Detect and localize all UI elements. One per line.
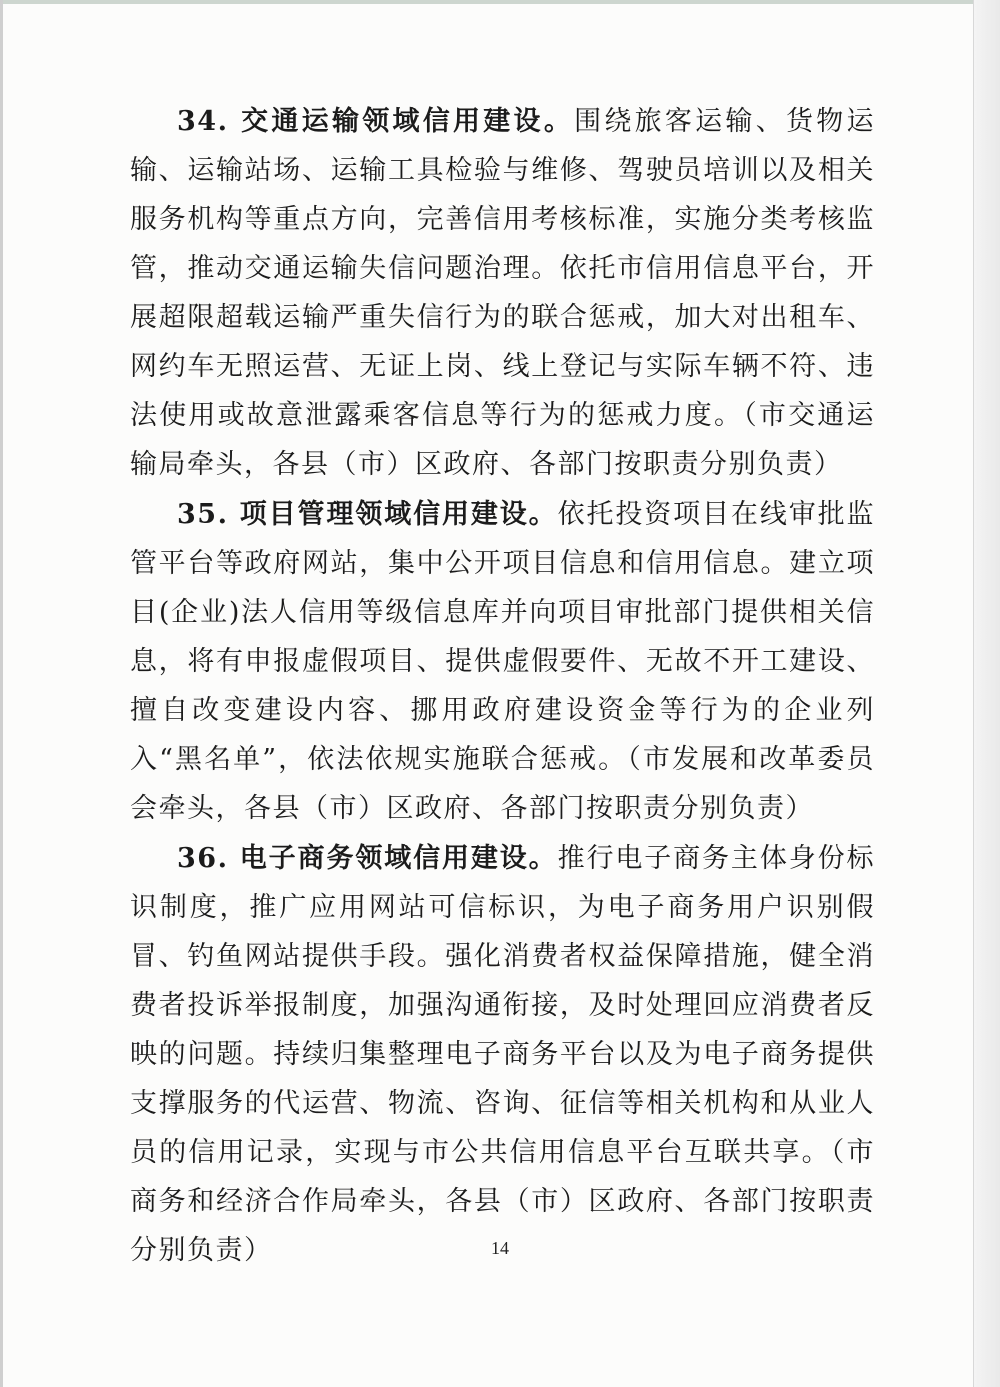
scan-top-edge	[0, 0, 974, 4]
scan-right-edge	[973, 0, 1000, 1387]
item-34-body: 围绕旅客运输、货物运输、运输站场、运输工具检验与维修、驾驶员培训以及相关服务机构等重点方向，完善信用考核标准，实施分类考核监管，推动交通运输失信问题治理。依托市信用信息平台，开展超限超载运输严重失信行为的联合惩戒，加大对出租车、网约车无照运营、无证上岗、线上登记与实际车辆不符、违法使用或故意泄露乘客信息等行为的惩戒力度。（市交通运输局牵头，各县（市）区政府、各部门按职责分别负责）	[130, 106, 876, 480]
item-36-body: 推行电子商务主体身份标识制度，推广应用网站可信标识，为电子商务用户识别假冒、钓鱼网站提供手段。强化消费者权益保障措施，健全消费者投诉举报制度，加强沟通衔接，及时处理回应消费者反映的问题。持续归集整理电子商务平台以及为电子商务提供支撑服务的代运营、物流、咨询、征信等相关机构和从业人员的信用记录，实现与市公共信用信息平台互联共享。（市商务和经济合作局牵头，各县（市）区政府、各部门按职责分别负责）	[130, 843, 875, 1266]
paragraph-item-34	[130, 97, 875, 489]
paragraph-item-35	[130, 490, 875, 833]
page-number: 14	[491, 1238, 509, 1258]
item-35-heading: 35. 项目管理领域信用建设。	[177, 499, 558, 530]
item-34-heading: 34. 交通运输领域信用建设。	[177, 106, 575, 137]
item-35-body: 依托投资项目在线审批监管平台等政府网站，集中公开项目信息和信用信息。建立项目(企业)法人信用等级信息库并向项目审批部门提供相关信息，将有申报虚假项目、提供虚假要件、无故不开工建设、擅自改变建设内容、挪用政府建设资金等行为的企业列入“黑名单”，依法依规实施联合惩戒。（市发展和改革委员会牵头，各县（市）区政府、各部门按职责分别负责）	[130, 499, 875, 824]
scan-left-edge	[0, 0, 3, 1387]
item-36-heading: 36. 电子商务领域信用建设。	[177, 843, 558, 874]
paragraph-item-36	[130, 834, 875, 1275]
